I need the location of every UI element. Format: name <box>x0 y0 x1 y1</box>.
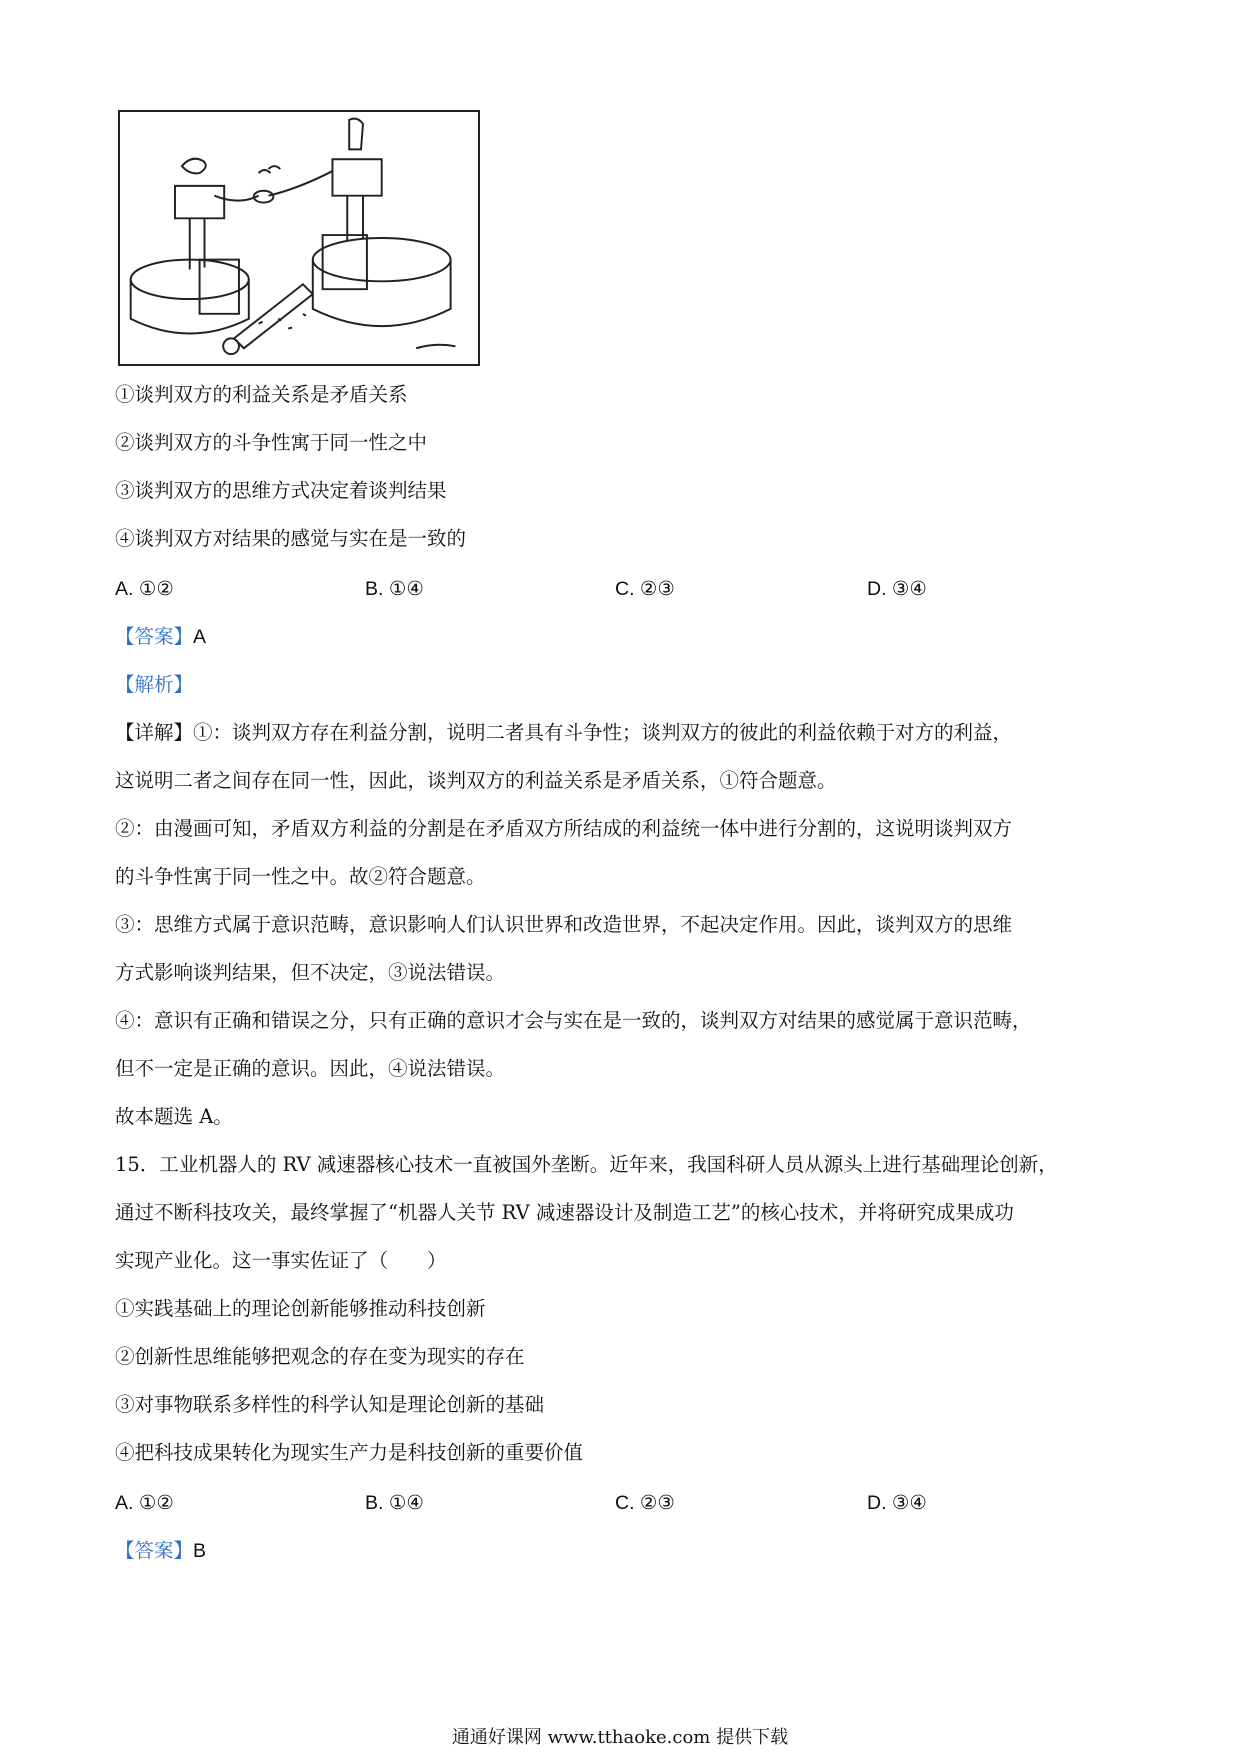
page-footer: 通通好课网 www.tthaoke.com 提供下载 <box>451 1727 789 1748</box>
detail-line-1: 【详解】①：谈判双方存在利益分割，说明二者具有斗争性；谈判双方的彼此的利益依赖于对方的利益， <box>115 721 1013 744</box>
q15-option-c: C. ②③ <box>615 1492 675 1514</box>
detail-line-5: ③：思维方式属于意识范畴，意识影响人们认识世界和改造世界，不起决定作用。因此，谈判双方的思维 <box>115 913 1013 936</box>
cartoon-drawing <box>120 112 478 364</box>
detail-line-6: 方式影响谈判结果，但不决定，③说法错误。 <box>115 961 506 984</box>
q15-stem-line-1: 15．工业机器人的 RV 减速器核心技术一直被国外垄断。近年来，我国科研人员从源头上进行基础理论创新， <box>115 1153 1058 1176</box>
q14-option-c: C. ②③ <box>615 578 675 600</box>
q14-statement-4: ④谈判双方对结果的感觉与实在是一致的 <box>115 527 467 550</box>
detail-line-3: ②：由漫画可知，矛盾双方利益的分割是在矛盾双方所结成的利益统一体中进行分割的，这说明谈判双方 <box>115 817 1013 840</box>
q15-statement-3: ③对事物联系多样性的科学认知是理论创新的基础 <box>115 1393 545 1416</box>
q14-statement-2: ②谈判双方的斗争性寓于同一性之中 <box>115 431 428 454</box>
q15-statement-2: ②创新性思维能够把观念的存在变为现实的存在 <box>115 1345 525 1368</box>
detail-line-9: 故本题选 A。 <box>115 1105 233 1128</box>
q14-statement-3: ③谈判双方的思维方式决定着谈判结果 <box>115 479 447 502</box>
q14-answer <box>115 624 206 650</box>
q15-statement-1: ①实践基础上的理论创新能够推动科技创新 <box>115 1297 486 1320</box>
answer-value: A <box>193 626 207 648</box>
q14-statement-1: ①谈判双方的利益关系是矛盾关系 <box>115 383 408 406</box>
q15-stem-line-3: 实现产业化。这一事实佐证了（ ） <box>115 1249 447 1272</box>
detail-line-8: 但不一定是正确的意识。因此，④说法错误。 <box>115 1057 506 1080</box>
q14-option-b: B. ①④ <box>365 578 424 600</box>
detail-line-7: ④：意识有正确和错误之分，只有正确的意识才会与实在是一致的，谈判双方对结果的感觉属于意识范畴， <box>115 1009 1032 1032</box>
answer-tag: 【答案】 <box>115 1539 194 1562</box>
q15-option-b: B. ①④ <box>365 1492 424 1514</box>
q14-option-d: D. ③④ <box>867 578 927 600</box>
q15-answer <box>115 1538 206 1564</box>
q14-analysis-tag: 【解析】 <box>115 673 194 696</box>
q15-stem-line-2: 通过不断科技攻关，最终掌握了“机器人关节 RV 减速器设计及制造工艺”的核心技术，并将研究成果成功 <box>115 1201 1014 1224</box>
q15-statement-4: ④把科技成果转化为现实生产力是科技创新的重要价值 <box>115 1441 584 1464</box>
answer-value: B <box>193 1540 207 1562</box>
q15-option-d: D. ③④ <box>867 1492 927 1514</box>
detail-line-4: 的斗争性寓于同一性之中。故②符合题意。 <box>115 865 486 888</box>
q14-option-a: A. ①② <box>115 578 174 600</box>
negotiation-cartoon-image <box>118 110 480 366</box>
answer-tag: 【答案】 <box>115 625 194 648</box>
detail-line-2: 这说明二者之间存在同一性，因此，谈判双方的利益关系是矛盾关系，①符合题意。 <box>115 769 837 792</box>
q15-option-a: A. ①② <box>115 1492 174 1514</box>
